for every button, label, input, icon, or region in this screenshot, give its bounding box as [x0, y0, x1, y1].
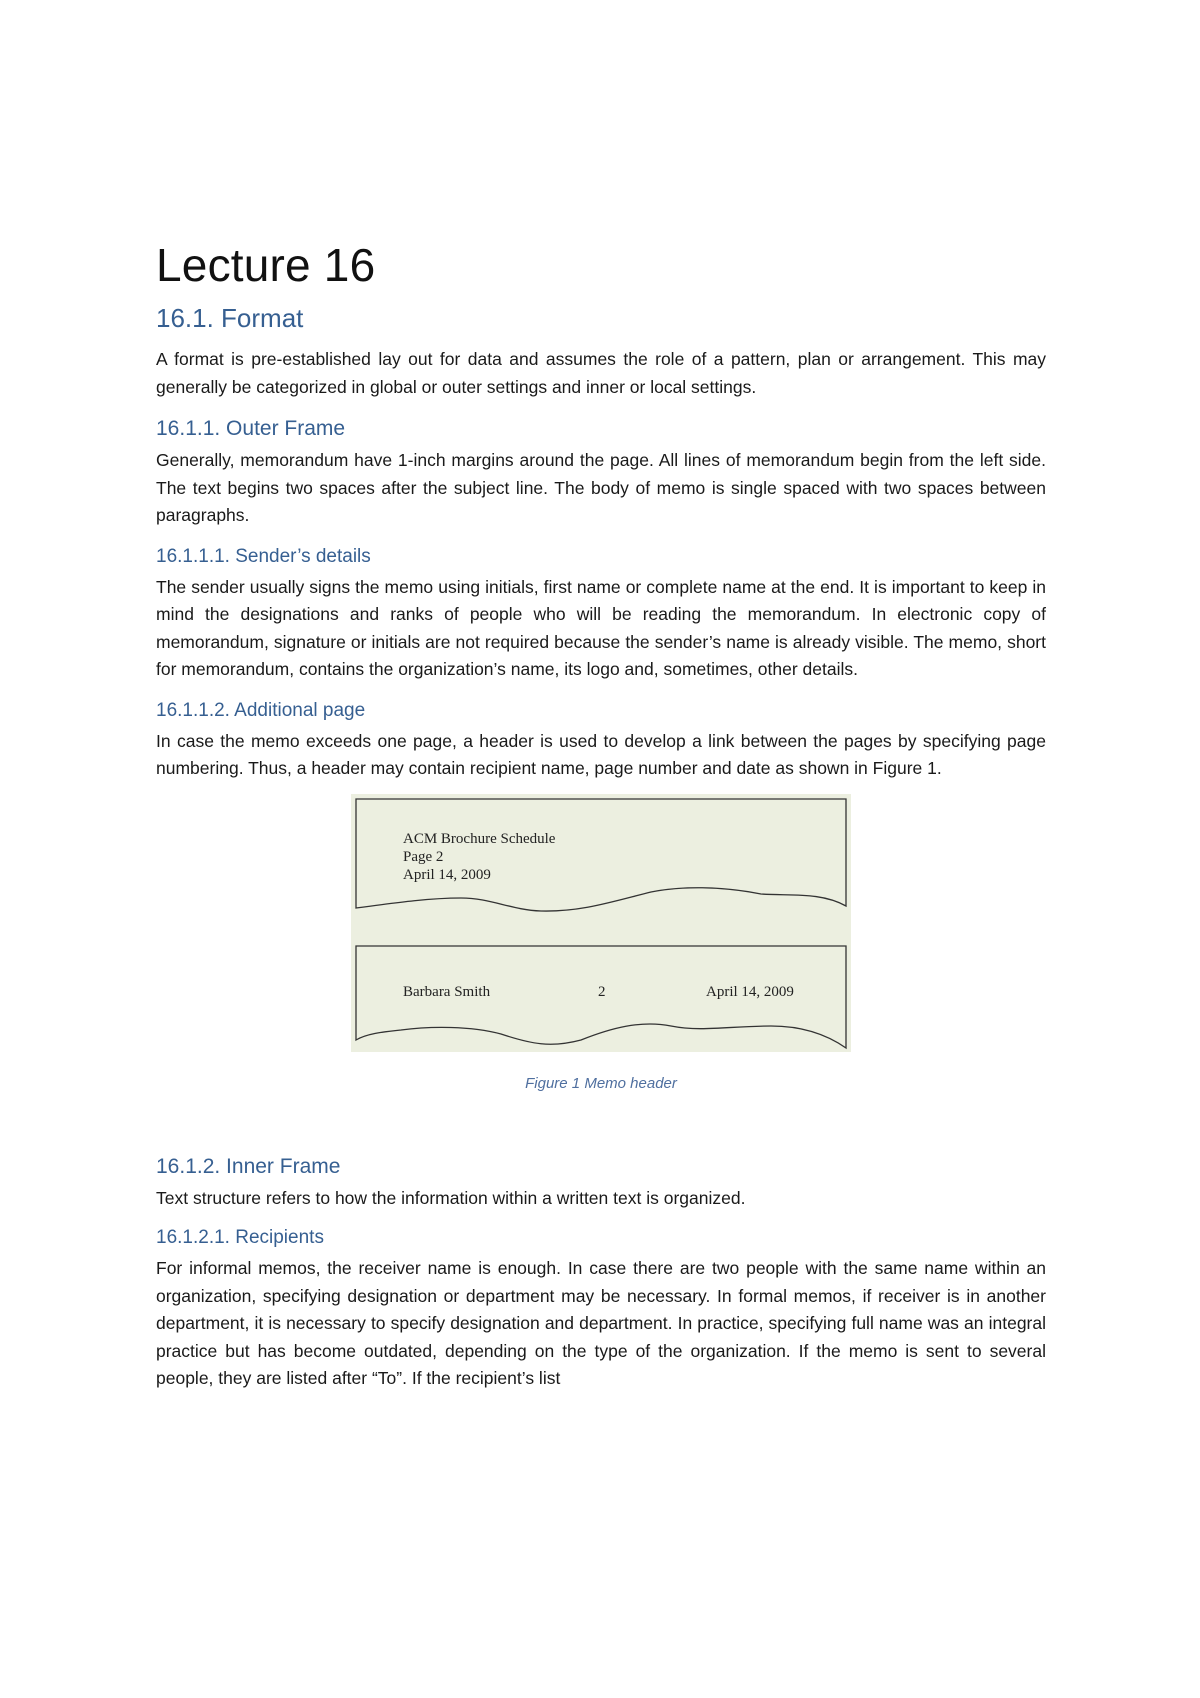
memo-panel-1-text: [403, 830, 555, 884]
figure-caption: Figure 1 Memo header: [525, 1074, 677, 1092]
heading-format: 16.1. Format: [156, 303, 304, 333]
memo-subject-line: ACM Brochure Schedule: [403, 830, 556, 847]
paragraph-outer-frame: Generally, memorandum have 1-inch margins around the page. All lines of memorandum begin from the left side. The text begins two spaces after the subject line. The body of memo is single spaced with two spaces between paragraphs.: [156, 450, 1046, 525]
figure-memo-header: [156, 783, 1046, 1111]
memo-recipient-name: Barbara Smith: [403, 983, 491, 1000]
memo-header-image: [351, 794, 851, 1052]
memo-date: April 14, 2009: [706, 983, 794, 1000]
paragraph-additional-page: In case the memo exceeds one page, a header is used to develop a link between the pages by specifying page numbering. Thus, a header may contain recipient name, page number and date as shown in Figure 1.: [156, 730, 1046, 778]
heading-recipients: 16.1.2.1. Recipients: [156, 1227, 324, 1248]
memo-page-number: 2: [598, 983, 606, 1000]
heading-senders-details: 16.1.1.1. Sender’s details: [156, 545, 371, 567]
paragraph-senders-details: The sender usually signs the memo using initials, first name or complete name at the end. It is important to keep in mind the designations and ranks of people who will be reading the memorandum. In electronic copy of memorandum, signature or initials are not required because the sender’s name is already visible. The memo, short for memorandum, contains the organization’s name, its logo and, sometimes, other details.: [156, 576, 1046, 679]
heading-inner-frame: 16.1.2. Inner Frame: [156, 1154, 341, 1178]
heading-additional-page: 16.1.1.2. Additional page: [156, 699, 366, 721]
document-body: [156, 236, 1046, 1393]
memo-date-line: April 14, 2009: [403, 866, 491, 883]
paragraph-recipients: For informal memos, the receiver name is enough. In case there are two people with the same name within an organization, specifying designation or department may be necessary. In formal memos, if receiver is in another department, it is necessary to specify designation and department. In practice, specifying full name was an integral practice but has become outdated, depending on the type of the organization. If the memo is sent to several people, they are listed after “To”. If the recipient’s list: [156, 1258, 1046, 1388]
memo-page-line: Page 2: [403, 848, 444, 865]
paragraph-inner-frame: Text structure refers to how the information within a written text is organized.: [156, 1187, 746, 1208]
paragraph-format: A format is pre-established lay out for data and assumes the role of a pattern, plan or arrangement. This may generally be categorized in global or outer settings and inner or local settings.: [156, 349, 1046, 397]
page-title: Lecture 16: [156, 239, 376, 291]
heading-outer-frame: 16.1.1. Outer Frame: [156, 417, 346, 440]
